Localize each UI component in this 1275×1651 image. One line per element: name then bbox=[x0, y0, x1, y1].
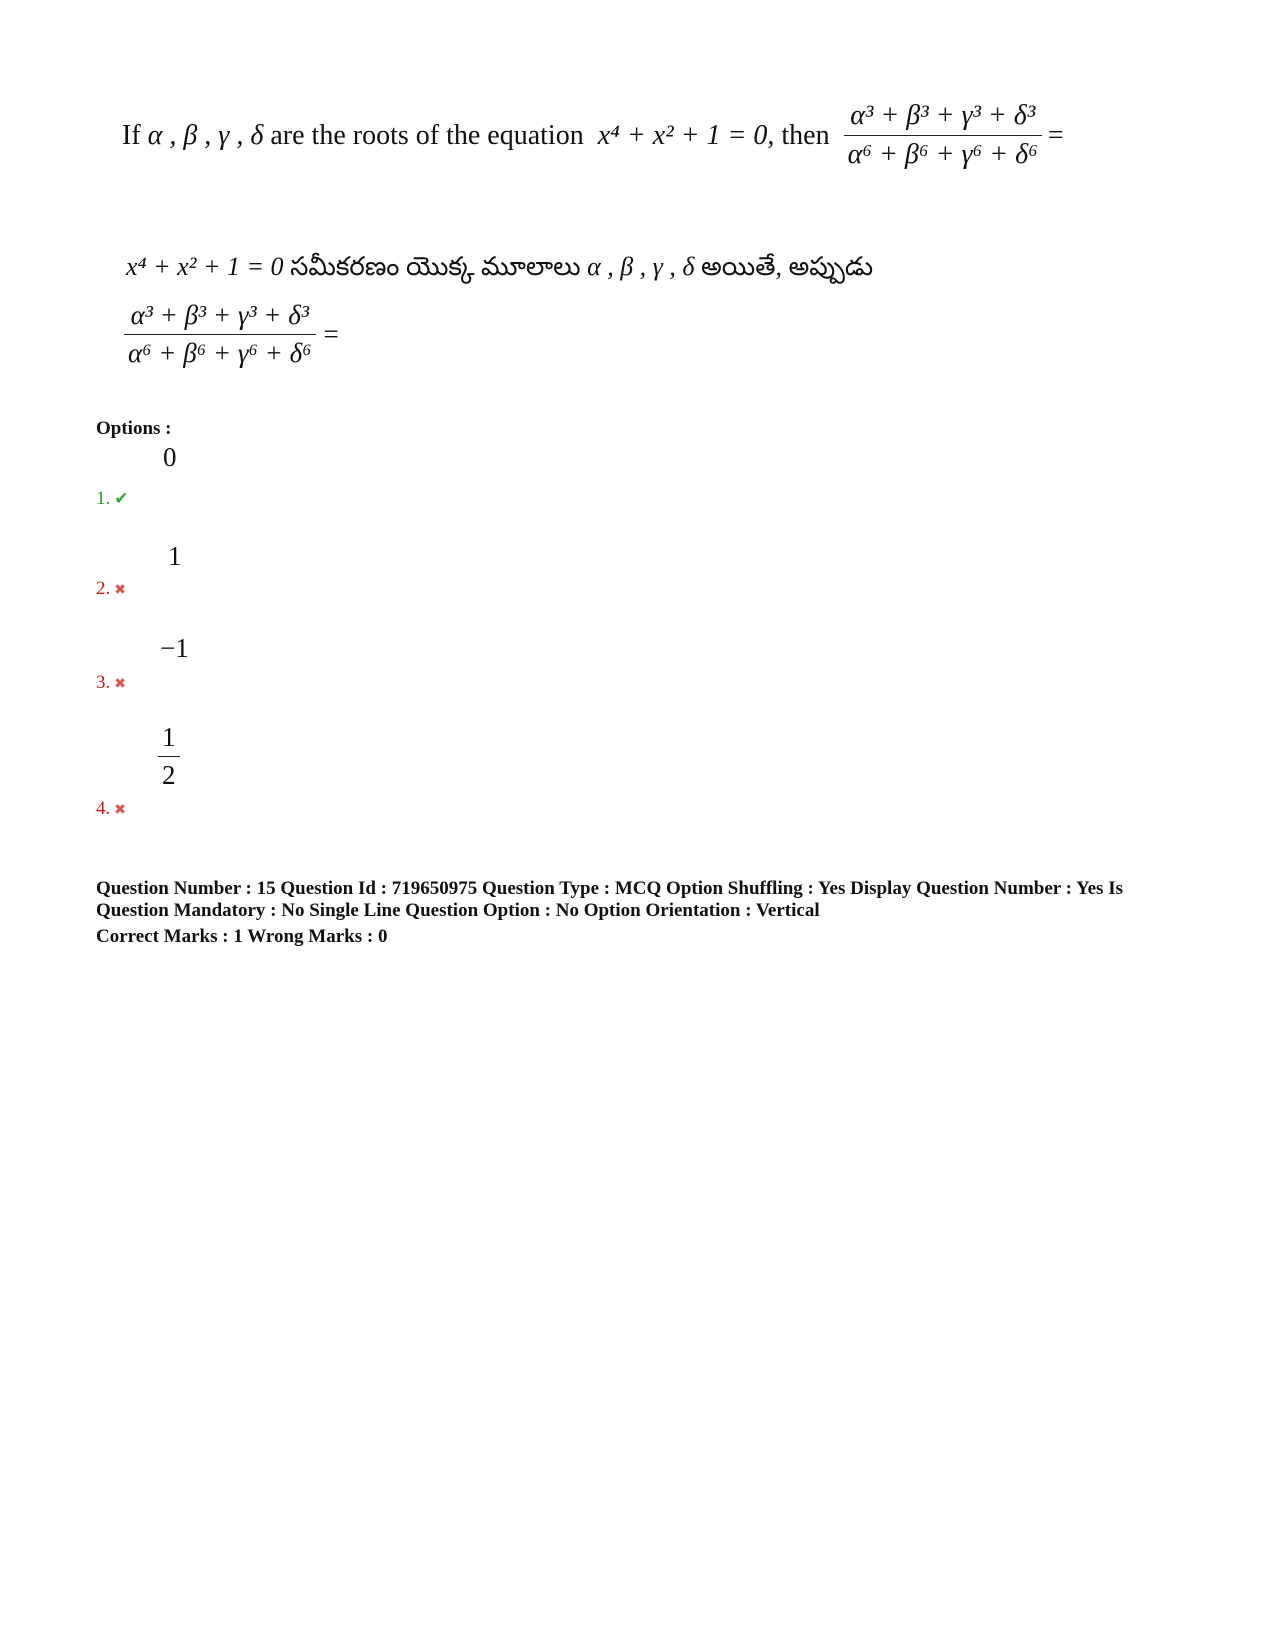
option-2-value: 1 bbox=[168, 541, 182, 571]
telugu-text-a: సమీకరణం యొక్క మూలాలు bbox=[290, 252, 581, 281]
question-telugu bbox=[126, 252, 873, 288]
fraction-numerator: α³ + β³ + γ³ + δ³ bbox=[850, 100, 1036, 131]
fraction-denominator: α⁶ + β⁶ + γ⁶ + δ⁶ bbox=[847, 139, 1038, 170]
marks-info: Correct Marks : 1 Wrong Marks : 0 bbox=[96, 926, 388, 947]
telugu-text-b: అయితే, అప్పుడు bbox=[701, 252, 874, 281]
telugu-fraction-numerator: α³ + β³ + γ³ + δ³ bbox=[130, 300, 309, 330]
option-4-denominator: 2 bbox=[162, 760, 176, 790]
telugu-fraction-bar bbox=[124, 334, 316, 335]
option-3-number: 3. bbox=[96, 672, 111, 693]
equals-sign: = bbox=[1047, 119, 1064, 151]
check-icon: ✔ bbox=[114, 489, 129, 508]
question-english bbox=[122, 100, 1064, 171]
equation-telugu: x⁴ + x² + 1 = 0 bbox=[126, 252, 284, 281]
option-1 bbox=[96, 488, 129, 510]
question-metadata: Question Number : 15 Question Id : 719650975 Question Type : MCQ Option Shuffling : Yes Display Question Number : Yes Is Question Mandatory : No Single Line Question Option : No Option Orientation : Vertical bbox=[96, 878, 1123, 921]
question-english-text: If α , β , γ , δ are the roots of the equation x⁴ + x² + 1 = 0, then bbox=[122, 119, 830, 151]
roots-telugu: α , β , γ , δ bbox=[587, 252, 695, 281]
option-4 bbox=[96, 798, 126, 820]
option-4-numerator: 1 bbox=[162, 722, 176, 752]
fraction-bar bbox=[844, 135, 1042, 136]
roots: α , β , γ , δ bbox=[147, 119, 264, 151]
option-4-number: 4. bbox=[96, 798, 111, 819]
option-3-value: −1 bbox=[160, 633, 189, 663]
cross-icon: ✖ bbox=[114, 803, 126, 818]
option-2-number: 2. bbox=[96, 578, 111, 599]
option-4-value bbox=[158, 722, 180, 791]
option-3 bbox=[96, 672, 126, 694]
cross-icon: ✖ bbox=[114, 677, 126, 692]
option-4-bar bbox=[158, 756, 180, 757]
option-4-fraction bbox=[158, 722, 180, 791]
telugu-equals-sign: = bbox=[323, 319, 339, 349]
option-1-value: 0 bbox=[163, 442, 177, 472]
options-label: Options : bbox=[96, 418, 172, 439]
telugu-fraction-denominator: α⁶ + β⁶ + γ⁶ + δ⁶ bbox=[128, 338, 312, 368]
option-2 bbox=[96, 578, 126, 600]
equation: x⁴ + x² + 1 = 0 bbox=[597, 119, 768, 151]
option-1-number: 1. bbox=[96, 488, 111, 509]
telugu-fraction bbox=[124, 300, 316, 369]
question-fraction bbox=[844, 100, 1042, 171]
question-telugu-fraction bbox=[124, 300, 339, 369]
cross-icon: ✖ bbox=[114, 583, 126, 598]
